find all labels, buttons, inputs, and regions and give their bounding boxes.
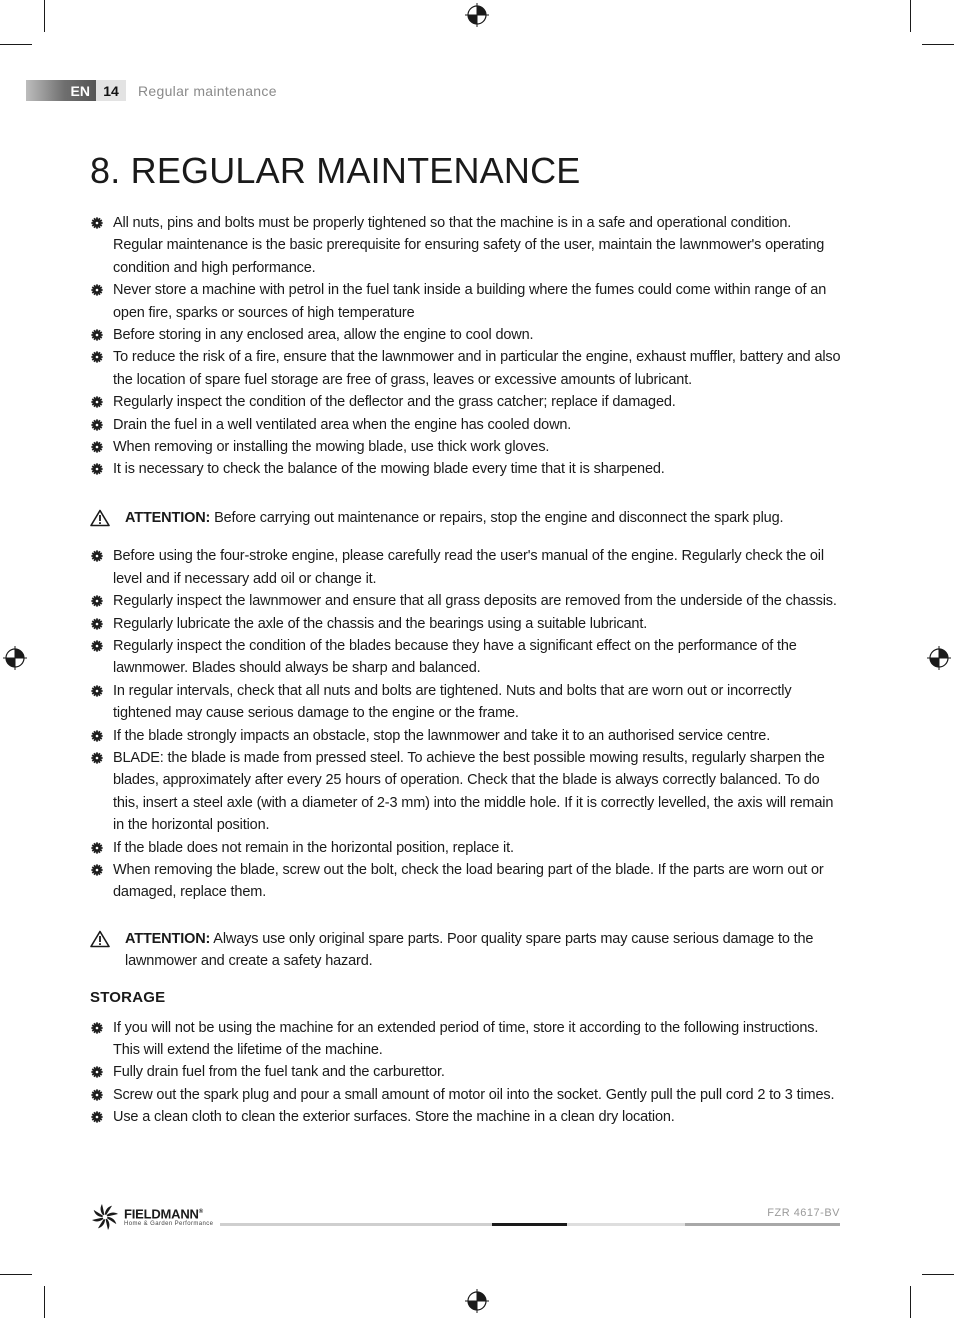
storage-list xyxy=(90,1017,842,1129)
list-item-text: To reduce the risk of a fire, ensure that the lawnmower and in particular the engine, exhaust muffler, battery and also the location of spare fuel storage are free of grass, leaves or excessive amounts of lubricant. xyxy=(113,349,841,388)
list-item xyxy=(90,859,842,904)
registration-mark-icon xyxy=(3,646,27,670)
gear-bullet-icon xyxy=(91,217,103,229)
gear-bullet-icon xyxy=(91,396,103,408)
fieldmann-pinwheel-logo xyxy=(90,1202,120,1232)
page-number: 14 xyxy=(96,80,126,101)
list-item xyxy=(90,1017,842,1062)
list-item-text: Never store a machine with petrol in the fuel tank inside a building where the fumes could come within range of an open fire, sparks or sources of high temperature xyxy=(113,282,827,321)
crop-mark xyxy=(0,44,32,45)
crop-mark xyxy=(910,1286,911,1318)
gear-bullet-icon xyxy=(91,1111,103,1123)
list-item xyxy=(90,590,842,612)
list-item-text: If you will not be using the machine for an extended period of time, store it according to the following instructions. This will extend the lifetime of the machine. xyxy=(113,1019,819,1058)
brand-name: FIELDMANN® xyxy=(124,1206,203,1222)
gear-bullet-icon xyxy=(91,1022,103,1034)
list-item-text: Fully drain fuel from the fuel tank and the carburettor. xyxy=(113,1064,445,1081)
list-item xyxy=(90,1084,842,1106)
page-title: 8. REGULAR MAINTENANCE xyxy=(90,150,581,191)
list-item-text: In regular intervals, check that all nuts and bolts are tightened. Nuts and bolts that are worn out or incorrectly tightened may cause serious damage to the engine or the frame. xyxy=(113,682,792,722)
list-item xyxy=(90,613,842,635)
registration-mark-icon xyxy=(465,1289,489,1313)
footer-rule xyxy=(567,1223,685,1226)
list-item xyxy=(90,324,842,346)
gear-bullet-icon xyxy=(91,441,103,453)
list-item-text: If the blade does not remain in the horizontal position, replace it. xyxy=(113,839,514,856)
crop-mark xyxy=(910,0,911,32)
maintenance-list-1 xyxy=(90,212,842,481)
gear-bullet-icon xyxy=(91,640,103,652)
list-item-text: Regularly inspect the lawnmower and ensure that all grass deposits are removed from the underside of the chassis. xyxy=(113,593,837,610)
storage-heading: STORAGE xyxy=(90,988,166,1006)
gear-bullet-icon xyxy=(91,752,103,764)
list-item xyxy=(90,725,842,747)
crop-mark xyxy=(922,44,954,45)
list-item xyxy=(90,279,842,324)
footer-rule xyxy=(685,1223,840,1226)
section-title: Regular maintenance xyxy=(138,82,277,99)
list-item-text: Use a clean cloth to clean the exterior surfaces. Store the machine in a clean dry location. xyxy=(113,1109,675,1126)
language-tab: EN xyxy=(26,80,96,101)
list-item xyxy=(90,414,842,436)
list-item xyxy=(90,391,842,413)
main-content xyxy=(90,212,842,1129)
gear-bullet-icon xyxy=(91,1066,103,1078)
warning-triangle-icon xyxy=(90,509,110,527)
registered-mark: ® xyxy=(198,1209,203,1216)
list-item xyxy=(90,1106,842,1128)
list-item-text: When removing the blade, screw out the bolt, check the load bearing part of the blade. If the parts are worn out or damaged, replace them. xyxy=(113,861,824,901)
list-item xyxy=(90,747,842,837)
gear-bullet-icon xyxy=(91,351,103,363)
list-item-text: Regularly inspect the condition of the deflector and the grass catcher; replace if damaged. xyxy=(113,394,676,411)
list-item-text: Regularly inspect the condition of the blades because they have a significant effect on the performance of the lawnmower. Blades should always be sharp and balanced. xyxy=(113,637,797,677)
gear-bullet-icon xyxy=(91,284,103,296)
list-item-text: Screw out the spark plug and pour a small amount of motor oil into the socket. Gently pull the pull cord 2 to 3 times. xyxy=(113,1086,835,1103)
crop-mark xyxy=(922,1274,954,1275)
gear-bullet-icon xyxy=(91,1089,103,1101)
list-item-text: It is necessary to check the balance of the mowing blade every time that it is sharpened. xyxy=(113,461,665,478)
crop-mark xyxy=(44,1286,45,1318)
list-item-text: All nuts, pins and bolts must be properly tightened so that the machine is in a safe and operational condition. Regular maintenance is the basic prerequisite for ensuring safety of the user, maintain the lawnmower's operating condition and high performance. xyxy=(113,215,825,276)
list-item-text: Drain the fuel in a well ventilated area when the engine has cooled down. xyxy=(113,416,572,433)
crop-mark xyxy=(44,0,45,32)
list-item-text: When removing or installing the mowing blade, use thick work gloves. xyxy=(113,439,550,456)
list-item xyxy=(90,635,842,680)
model-number: FZR 4617-BV xyxy=(767,1207,840,1219)
attention-label: ATTENTION: xyxy=(125,930,211,947)
list-item xyxy=(90,680,842,725)
list-item xyxy=(90,346,842,391)
page-header xyxy=(26,80,277,101)
attention-label: ATTENTION: xyxy=(125,509,211,526)
brand-tagline: Home & Garden Performance xyxy=(124,1220,214,1227)
gear-bullet-icon xyxy=(91,842,103,854)
list-item xyxy=(90,458,842,480)
gear-bullet-icon xyxy=(91,685,103,697)
attention-notice-2 xyxy=(90,928,842,973)
gear-bullet-icon xyxy=(91,550,103,562)
maintenance-list-2 xyxy=(90,545,842,904)
registration-mark-icon xyxy=(465,3,489,27)
gear-bullet-icon xyxy=(91,864,103,876)
attention-text: Always use only original spare parts. Poor quality spare parts may cause serious damage to the lawnmower and create a safety hazard. xyxy=(125,930,814,970)
attention-notice-1 xyxy=(90,507,842,529)
list-item-text: Before using the four-stroke engine, please carefully read the user's manual of the engine. Regularly check the oil level and if necessary add oil or change it. xyxy=(113,548,824,587)
attention-text: Before carrying out maintenance or repairs, stop the engine and disconnect the spark plug. xyxy=(210,509,784,526)
list-item-text: If the blade strongly impacts an obstacle, stop the lawnmower and take it to an authorised service centre. xyxy=(113,727,771,744)
gear-bullet-icon xyxy=(91,595,103,607)
gear-bullet-icon xyxy=(91,463,103,475)
gear-bullet-icon xyxy=(91,329,103,341)
registration-mark-icon xyxy=(927,646,951,670)
list-item-text: BLADE: the blade is made from pressed steel. To achieve the best possible mowing results, regularly sharpen the blades, approximately after every 25 hours of operation. Check that the blade is always correctly balanced. To do this, insert a steel axle (with a diameter of 2-3 mm) into the middle hole. If it is correctly levelled, the axis will remain in the horizontal position. xyxy=(113,749,834,834)
gear-bullet-icon xyxy=(91,618,103,630)
list-item xyxy=(90,545,842,590)
list-item xyxy=(90,436,842,458)
gear-bullet-icon xyxy=(91,419,103,431)
brand-text xyxy=(124,1206,213,1227)
list-item xyxy=(90,1061,842,1083)
list-item-text: Before storing in any enclosed area, allow the engine to cool down. xyxy=(113,327,534,344)
footer-rule xyxy=(220,1223,492,1226)
list-item xyxy=(90,212,842,279)
gear-bullet-icon xyxy=(91,730,103,742)
footer-rule xyxy=(492,1223,567,1226)
brand-logo xyxy=(90,1202,213,1232)
list-item xyxy=(90,837,842,859)
list-item-text: Regularly lubricate the axle of the chassis and the bearings using a suitable lubricant. xyxy=(113,615,648,632)
warning-triangle-icon xyxy=(90,930,110,948)
crop-mark xyxy=(0,1274,32,1275)
